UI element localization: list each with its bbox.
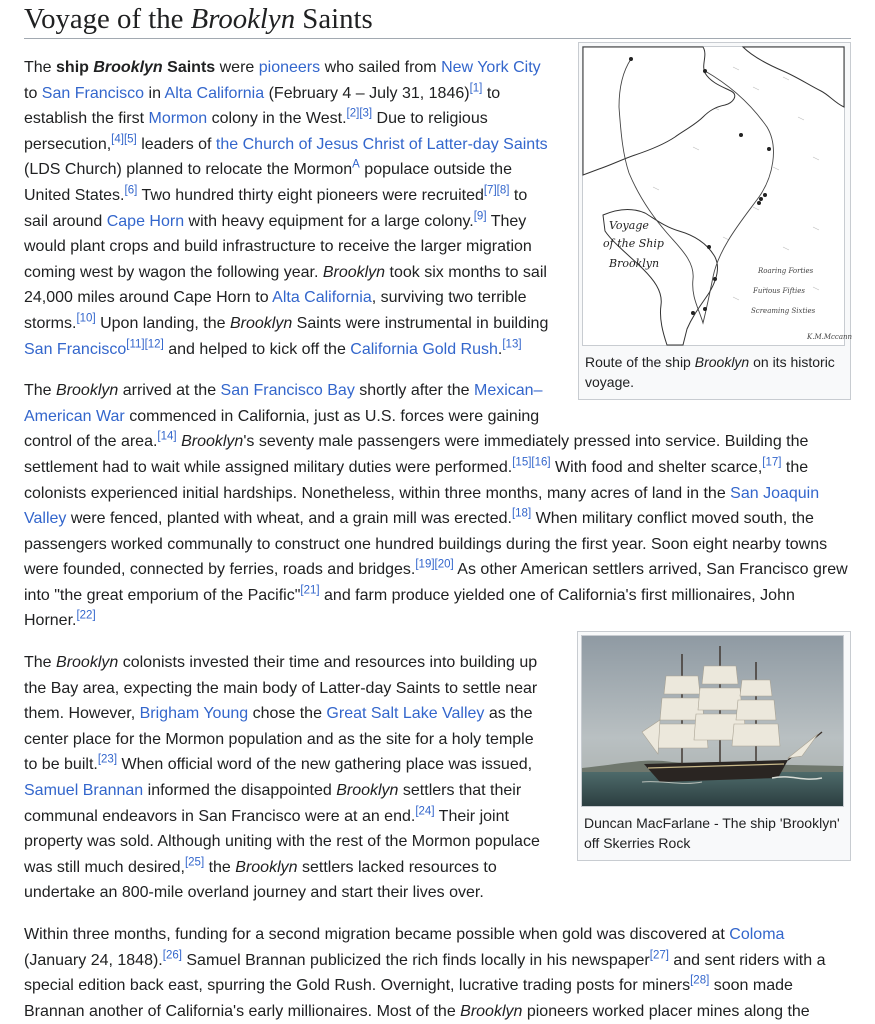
- text: Upon landing, the: [95, 314, 230, 332]
- link-brigham-young[interactable]: Brigham Young: [139, 705, 249, 723]
- link-san-francisco[interactable]: San Francisco: [41, 84, 145, 102]
- link-coloma[interactable]: Coloma: [729, 926, 785, 943]
- text: (LDS Church) planned to relocate the Mormon: [24, 161, 353, 179]
- text: The: [24, 654, 57, 672]
- text: to: [24, 84, 42, 102]
- link-great-salt-lake-valley[interactable]: Great Salt Lake Valley: [326, 705, 485, 723]
- ref-15[interactable]: [15]: [512, 456, 532, 469]
- ref-9[interactable]: [9]: [473, 210, 487, 223]
- ref-5[interactable]: [5]: [123, 133, 137, 146]
- ref-1[interactable]: [1]: [469, 82, 483, 95]
- link-cape-horn[interactable]: Cape Horn: [106, 212, 185, 230]
- link-sf-bay[interactable]: San Francisco Bay: [220, 382, 355, 400]
- ref-23[interactable]: [23]: [97, 754, 118, 767]
- link-san-francisco-2[interactable]: San Francisco: [24, 340, 127, 358]
- link-san-joaquin-valley[interactable]: San Joaquin Valley: [24, 484, 820, 528]
- text: Due to religious persecution,: [24, 110, 488, 153]
- text: (February 4 – July 31, 1846): [264, 84, 470, 102]
- link-mormon[interactable]: Mormon: [148, 110, 208, 128]
- text: 's seventy male passengers were immediately pressed into service. Building the settlement had to wait while assigned military duties were performed.: [24, 433, 809, 476]
- link-alta-california-2[interactable]: Alta California: [272, 289, 372, 307]
- text: leaders of: [136, 135, 216, 153]
- bold-text: ship: [56, 59, 94, 76]
- text: who sailed from: [320, 59, 442, 76]
- text: in: [144, 84, 165, 102]
- ref-20[interactable]: [20]: [434, 558, 454, 571]
- ship-painting-drawing: [582, 636, 843, 806]
- ref-4[interactable]: [4]: [111, 133, 124, 146]
- text: and sent riders with a special edition back east, spurring the Gold Rush. Overnight, lucrative trading posts for miners: [24, 951, 826, 995]
- ship-painting-image[interactable]: [581, 635, 844, 807]
- ref-17[interactable]: [17]: [762, 456, 782, 469]
- ref-19[interactable]: [19]: [415, 558, 435, 571]
- text: with heavy equipment for a large colony.: [184, 212, 474, 230]
- title-italic: Brooklyn: [190, 3, 296, 35]
- link-samuel-brannan[interactable]: Samuel Brannan: [24, 782, 144, 800]
- ref-24[interactable]: [24]: [415, 805, 435, 818]
- text: With food and shelter scarce,: [550, 458, 763, 476]
- text: When military conflict moved south, the passengers worked communally to construct one hundred buildings during the first year. Soon eight nearby towns were founded, connected by ferries, roads and bridges.: [24, 510, 828, 579]
- text: Samuel Brannan publicized the rich finds locally in his newspaper: [181, 951, 650, 969]
- ship-painting-figure: [577, 631, 851, 861]
- link-mexican-american-war[interactable]: Mexican–American War: [24, 382, 543, 425]
- ref-13[interactable]: [13]: [502, 338, 522, 351]
- ref-7[interactable]: [7]: [483, 184, 497, 197]
- ref-10[interactable]: [10]: [76, 312, 96, 325]
- text: were: [215, 59, 259, 76]
- text: They would plant crops and build infrastructure to receive the larger migration coming west by wagon the following year.: [24, 212, 532, 281]
- ref-8[interactable]: [8]: [496, 184, 510, 197]
- text: Saints were instrumental in building: [292, 314, 549, 332]
- text: When official word of the new gathering place was issued,: [117, 756, 533, 774]
- text: , surviving two terrible storms.: [24, 289, 527, 332]
- text: the colonists experienced initial hardships. Nonetheless, within three months, many acres of land in the: [24, 458, 809, 502]
- paragraph-2: [24, 378, 851, 634]
- link-gold-rush[interactable]: California Gold Rush: [350, 340, 498, 358]
- ref-14[interactable]: [14]: [157, 430, 177, 443]
- ship-painting-caption: Duncan MacFarlane - The ship 'Brooklyn' off Skerries Rock: [584, 815, 840, 852]
- route-map-caption: [582, 346, 847, 396]
- map-title-line-3: Brooklyn: [609, 257, 660, 270]
- text: Two hundred thirty eight pioneers were recruited: [137, 186, 484, 204]
- text: the: [204, 858, 236, 876]
- ref-6[interactable]: [6]: [124, 184, 138, 197]
- paragraph-4: [24, 922, 851, 1024]
- map-label-furious: Furious Fifties: [753, 287, 805, 295]
- text: (January 24, 1848).: [24, 951, 163, 969]
- caption-text: Route of the ship: [585, 354, 695, 370]
- route-map-image[interactable]: [582, 46, 853, 346]
- caption-text-end: on its historic voyage.: [585, 354, 835, 390]
- ref-26[interactable]: [26]: [162, 949, 182, 962]
- caption-italic: Brooklyn: [694, 354, 750, 370]
- route-map-figure: [578, 42, 851, 400]
- text: shortly after the: [354, 382, 474, 400]
- map-signature: K.M.Mccann: [807, 333, 853, 341]
- map-title-line-1: Voyage: [609, 219, 649, 232]
- ref-18[interactable]: [18]: [511, 507, 532, 520]
- bold-italic-text: Brooklyn: [93, 59, 163, 76]
- bold-text: Saints: [162, 59, 216, 76]
- ref-16[interactable]: [16]: [531, 456, 551, 469]
- ref-11[interactable]: [11]: [126, 338, 145, 351]
- title-text: Voyage of the: [24, 3, 191, 35]
- link-new-york-city[interactable]: New York City: [441, 59, 541, 76]
- text: took six months to sail 24,000 miles around Cape Horn to: [24, 263, 547, 307]
- map-label-roaring: Roaring Forties: [758, 267, 814, 275]
- link-alta-california[interactable]: Alta California: [164, 84, 265, 102]
- ref-3[interactable]: [3]: [359, 107, 373, 120]
- note-a[interactable]: A: [352, 159, 360, 172]
- italic-text: Brooklyn: [235, 858, 298, 876]
- text: to establish the first: [24, 84, 501, 128]
- text: settlers that their communal endeavors in San Francisco were at an end.: [24, 782, 522, 825]
- italic-text: Brooklyn: [56, 654, 119, 672]
- map-title-line-2: of the Ship: [603, 237, 664, 250]
- link-lds-church[interactable]: the Church of Jesus Christ of Latter-day Saints: [215, 135, 548, 153]
- text: colony in the West.: [207, 110, 347, 128]
- text: to sail around: [24, 186, 528, 230]
- ref-22[interactable]: [22]: [76, 610, 96, 623]
- map-label-screaming: Screaming Sixties: [751, 307, 816, 315]
- text: populace outside the United States.: [24, 161, 512, 204]
- text: As other American settlers arrived, San Francisco grew into "the great emporium of the Pacific": [24, 561, 848, 604]
- ref-27[interactable]: [27]: [649, 949, 669, 962]
- italic-text: Brooklyn: [229, 314, 293, 332]
- ref-25[interactable]: [25]: [184, 856, 205, 869]
- italic-text: Brooklyn: [336, 782, 399, 800]
- link-pioneers[interactable]: pioneers: [258, 59, 321, 76]
- text: Within three months, funding for a second migration became possible when gold was discovered at: [24, 926, 730, 943]
- italic-text: Brooklyn: [181, 433, 244, 451]
- ref-12[interactable]: [12]: [144, 338, 164, 351]
- text: Their joint property was sold. Although uniting with the rest of the Mormon populace was still much desired,: [24, 807, 540, 876]
- text: were fenced, planted with wheat, and a grain mill was erected.: [66, 510, 512, 528]
- text: informed the disappointed: [143, 782, 337, 800]
- ref-28[interactable]: [28]: [690, 974, 710, 987]
- title-suffix: Saints: [295, 3, 373, 35]
- text: pioneers worked placer mines along the: [522, 1002, 810, 1020]
- text: as the center place for the Mormon population and as the site for a holy temple to be built.: [24, 705, 534, 774]
- italic-text: Brooklyn: [460, 1002, 523, 1020]
- text: colonists invested their time and resources into building up the Bay area, expecting the main body of Latter-day Saints to settle near them. However,: [24, 654, 538, 723]
- ref-2[interactable]: [2]: [346, 107, 360, 120]
- text: commenced in California, just as U.S. forces were gaining control of the area.: [24, 407, 540, 451]
- route-map-drawing: [583, 47, 853, 345]
- text: The: [24, 59, 57, 76]
- text: chose the: [248, 705, 327, 723]
- text: The: [24, 382, 57, 400]
- text: arrived at the: [118, 382, 221, 400]
- text: and helped to kick off the: [163, 340, 351, 358]
- page-title: [24, 0, 851, 39]
- text: and farm produce yielded one of California's first millionaires, John Horner.: [24, 586, 795, 630]
- text: .: [497, 340, 503, 358]
- ref-21[interactable]: [21]: [300, 584, 320, 597]
- text: soon made Brannan another of California's early millionaires. Most of the: [24, 977, 793, 1020]
- italic-text: Brooklyn: [56, 382, 119, 400]
- italic-text: Brooklyn: [322, 263, 386, 281]
- text: settlers lacked resources to undertake an 800-mile overland journey and start their lives over.: [24, 858, 497, 902]
